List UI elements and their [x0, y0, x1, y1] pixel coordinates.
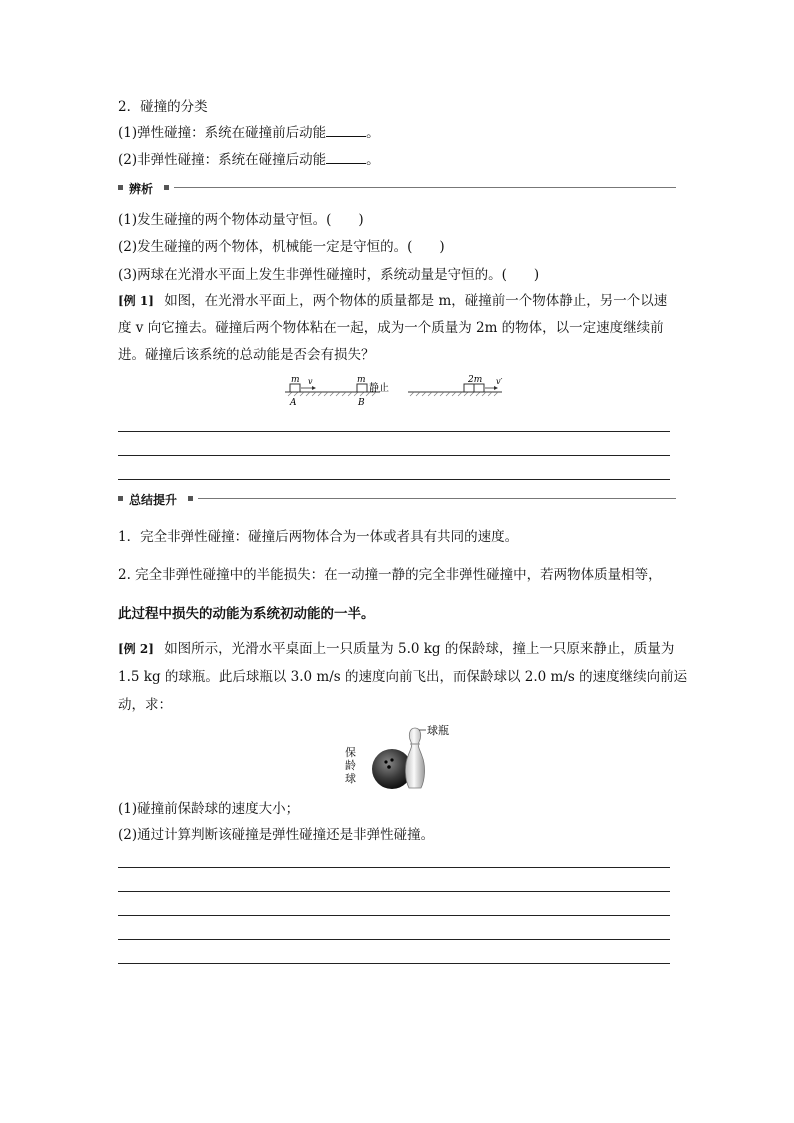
block-b	[357, 384, 367, 392]
arrowhead-icon	[494, 386, 498, 390]
label-b: B	[358, 398, 365, 408]
analysis-item: (1)发生碰撞的两个物体动量守恒。( )	[118, 212, 364, 228]
answer-line[interactable]	[118, 479, 670, 480]
inelastic-text: (2)非弹性碰撞：系统在碰撞后动能	[118, 152, 327, 168]
finger-hole	[387, 765, 391, 769]
answer-line[interactable]	[118, 431, 670, 432]
combined-block-right	[474, 384, 484, 392]
analysis-section-title: 辨析	[129, 182, 154, 196]
answer-line[interactable]	[118, 915, 670, 916]
example2-tag: [例 2]	[118, 642, 154, 656]
section-bullet-icon	[118, 185, 123, 190]
analysis-item: (3)两球在光滑水平面上发生非弹性碰撞时，系统动量是守恒的。( )	[118, 267, 540, 283]
summary-point2-line1: 2. 完全非弹性碰撞中的半能损失：在一动撞一静的完全非弹性碰撞中，若两物体质量相等，	[118, 567, 662, 583]
arrowhead-icon	[312, 386, 316, 390]
bowling-diagram	[340, 720, 470, 792]
example1-line2: 度 v 向它撞去。碰撞后两个物体粘在一起，成为一个质量为 2m 的物体，以一定速度继续前	[118, 320, 664, 336]
summary-point2-line2: 此过程中损失的动能为系统初动能的一半。	[118, 606, 375, 622]
combined-mass: 2m	[468, 375, 483, 385]
elastic-suffix: 。	[366, 125, 380, 141]
answer-line[interactable]	[118, 455, 670, 456]
bowling-pin	[405, 728, 424, 788]
pin-label: 球瓶	[427, 724, 449, 737]
example2-question1: (1)碰撞前保龄球的速度大小；	[118, 801, 300, 817]
inelastic-answer-blank[interactable]	[326, 151, 366, 164]
example1-text: 如图，在光滑水平面上，两个物体的质量都是 m，碰撞前一个物体静止，另一个以速	[164, 293, 668, 309]
summary-point1: 1．完全非弹性碰撞：碰撞后两物体合为一体或者具有共同的速度。	[118, 529, 519, 545]
section-bullet-icon	[188, 496, 193, 501]
section-bullet-icon	[164, 185, 169, 190]
elastic-answer-blank[interactable]	[326, 124, 366, 137]
example2-line2: 1.5 kg 的球瓶。此后球瓶以 3.0 m/s 的速度向前飞出，而保龄球以 2.0 m/s 的速度继续向前运	[118, 669, 688, 685]
block-a	[290, 384, 300, 392]
example1-tag: [例 1]	[118, 294, 154, 308]
example2-question2: (2)通过计算判断该碰撞是弹性碰撞还是非弹性碰撞。	[118, 827, 435, 843]
summary-section-header	[118, 491, 676, 509]
answer-line[interactable]	[118, 891, 670, 892]
combined-block-left	[464, 384, 474, 392]
example2-line1	[118, 640, 674, 658]
section-bullet-icon	[118, 496, 123, 501]
example2-text: 如图所示，光滑水平桌面上一只质量为 5.0 kg 的保龄球，撞上一只原来静止，质量为	[164, 641, 675, 657]
inelastic-collision-line	[118, 151, 380, 169]
ball-label: 保龄球	[345, 746, 356, 785]
elastic-collision-line	[118, 124, 380, 142]
block-a-mass: m	[291, 375, 300, 385]
elastic-text: (1)弹性碰撞：系统在碰撞前后动能	[118, 125, 327, 141]
example1-line3: 进。碰撞后该系统的总动能是否会有损失？	[118, 347, 375, 363]
surface-after	[408, 392, 502, 396]
label-a: A	[290, 398, 297, 408]
finger-hole	[384, 760, 387, 763]
velocity-after-label: v′	[496, 377, 503, 386]
answer-line[interactable]	[118, 963, 670, 964]
rest-label: 静止	[369, 383, 389, 394]
analysis-section-header	[118, 180, 676, 198]
summary-section-title: 总结提升	[129, 493, 178, 507]
surface-before	[285, 392, 380, 396]
section-rule	[198, 498, 676, 499]
analysis-item: (2)发生碰撞的两个物体，机械能一定是守恒的。( )	[118, 239, 445, 255]
inelastic-suffix: 。	[366, 152, 380, 168]
answer-line[interactable]	[118, 939, 670, 940]
classification-heading: 2．碰撞的分类	[118, 99, 208, 115]
answer-line[interactable]	[118, 867, 670, 868]
example1-line1	[118, 292, 667, 310]
collision-diagram	[280, 372, 510, 412]
velocity-label: v	[308, 377, 313, 386]
block-b-mass: m	[357, 375, 366, 385]
finger-hole	[390, 758, 393, 761]
section-rule	[174, 187, 676, 188]
example2-line3: 动，求：	[118, 697, 172, 713]
